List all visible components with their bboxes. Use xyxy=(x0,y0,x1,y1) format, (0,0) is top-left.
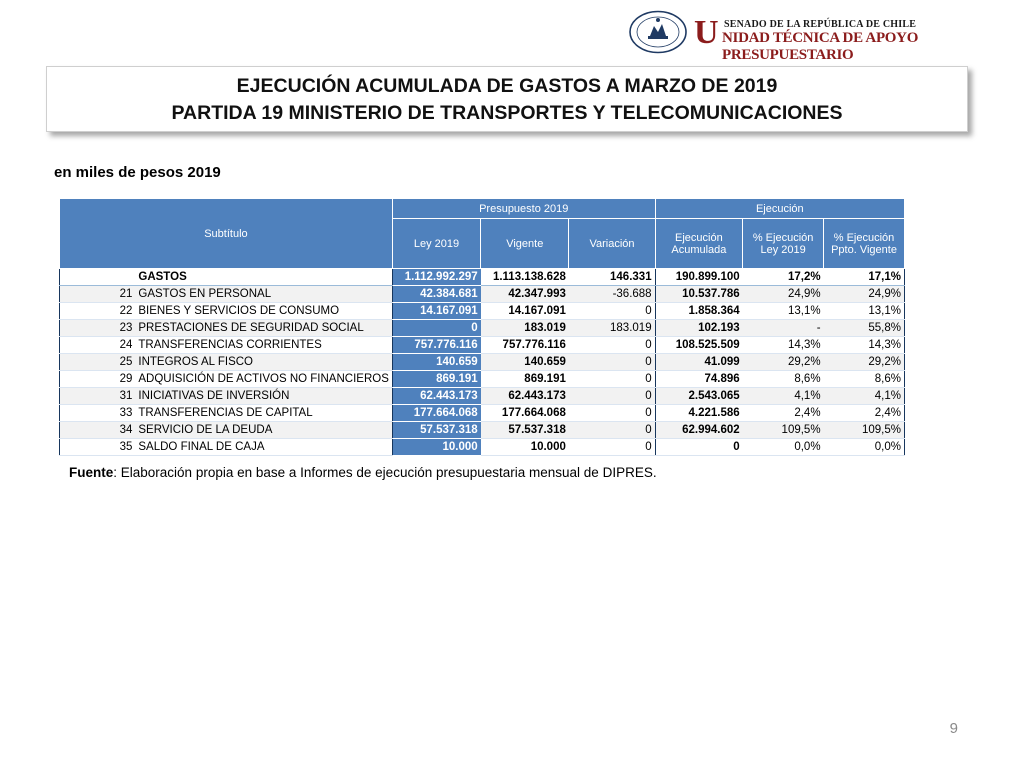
row-vigente: 62.443.173 xyxy=(481,388,569,405)
source-label: Fuente xyxy=(69,465,114,480)
row-name: INTEGROS AL FISCO xyxy=(135,354,392,371)
row-ejecucion: 74.896 xyxy=(655,371,743,388)
logo-bottom-line: NIDAD TÉCNICA DE APOYO PRESUPUESTARIO xyxy=(722,30,919,63)
row-ley: 140.659 xyxy=(392,354,480,371)
units-subtitle: en miles de pesos 2019 xyxy=(54,164,221,181)
row-variacion: 0 xyxy=(569,303,655,320)
table-row xyxy=(60,422,905,439)
row-name: TRANSFERENCIAS CORRIENTES xyxy=(135,337,392,354)
row-ley: 42.384.681 xyxy=(392,286,480,303)
row-pct-ley: 2,4% xyxy=(743,405,824,422)
row-ley: 10.000 xyxy=(392,439,480,456)
logo-top-line: SENADO DE LA REPÚBLICA DE CHILE xyxy=(724,19,917,30)
row-name: PRESTACIONES DE SEGURIDAD SOCIAL xyxy=(135,320,392,337)
row-code: 34 xyxy=(60,422,136,439)
row-pct-ley: 109,5% xyxy=(743,422,824,439)
row-ley: 57.537.318 xyxy=(392,422,480,439)
header-ejecucion: Ejecución xyxy=(655,199,904,219)
row-ejecucion: 4.221.586 xyxy=(655,405,743,422)
row-pct-vigente: 4,1% xyxy=(824,388,905,405)
row-pct-ley: 14,3% xyxy=(743,337,824,354)
header-variacion: Variación xyxy=(569,219,655,269)
row-ley: 177.664.068 xyxy=(392,405,480,422)
table-row xyxy=(60,439,905,456)
source-text: : Elaboración propia en base a Informes de ejecución presupuestaria mensual de DIPRES. xyxy=(113,465,657,480)
row-pct-vigente: 109,5% xyxy=(824,422,905,439)
header-ejecucion-acumulada: Ejecución Acumulada xyxy=(655,219,743,269)
table-row xyxy=(60,286,905,303)
row-code: 21 xyxy=(60,286,136,303)
row-pct-vigente: 24,9% xyxy=(824,286,905,303)
table-row xyxy=(60,405,905,422)
title-line-2: PARTIDA 19 MINISTERIO DE TRANSPORTES Y TELECOMUNICACIONES xyxy=(171,102,843,124)
row-code: 33 xyxy=(60,405,136,422)
row-pct-vigente: 29,2% xyxy=(824,354,905,371)
row-code xyxy=(60,269,136,286)
row-pct-vigente: 14,3% xyxy=(824,337,905,354)
row-name: GASTOS EN PERSONAL xyxy=(135,286,392,303)
row-pct-ley: 4,1% xyxy=(743,388,824,405)
row-ejecucion: 2.543.065 xyxy=(655,388,743,405)
row-ejecucion: 102.193 xyxy=(655,320,743,337)
row-pct-ley: 17,2% xyxy=(743,269,824,286)
row-ejecucion: 10.537.786 xyxy=(655,286,743,303)
header-pct-vigente: % Ejecución Ppto. Vigente xyxy=(824,219,905,269)
header-subtitulo: Subtítulo xyxy=(60,199,393,269)
row-vigente: 42.347.993 xyxy=(481,286,569,303)
title-line-1: EJECUCIÓN ACUMULADA DE GASTOS A MARZO DE 2019 xyxy=(236,75,778,97)
row-variacion: 0 xyxy=(569,354,655,371)
header-ley: Ley 2019 xyxy=(392,219,480,269)
row-ejecucion: 190.899.100 xyxy=(655,269,743,286)
row-code: 35 xyxy=(60,439,136,456)
row-pct-ley: 13,1% xyxy=(743,303,824,320)
row-variacion: 0 xyxy=(569,439,655,456)
row-name: TRANSFERENCIAS DE CAPITAL xyxy=(135,405,392,422)
row-pct-ley: - xyxy=(743,320,824,337)
header-presupuesto: Presupuesto 2019 xyxy=(392,199,655,219)
row-ejecucion: 108.525.509 xyxy=(655,337,743,354)
row-variacion: -36.688 xyxy=(569,286,655,303)
source-note xyxy=(69,465,657,480)
row-variacion: 146.331 xyxy=(569,269,655,286)
row-ley: 869.191 xyxy=(392,371,480,388)
table-row xyxy=(60,354,905,371)
header-pct-ley: % Ejecución Ley 2019 xyxy=(743,219,824,269)
budget-table xyxy=(59,198,905,456)
row-pct-vigente: 8,6% xyxy=(824,371,905,388)
row-vigente: 57.537.318 xyxy=(481,422,569,439)
row-vigente: 183.019 xyxy=(481,320,569,337)
row-pct-vigente: 0,0% xyxy=(824,439,905,456)
row-variacion: 0 xyxy=(569,371,655,388)
row-variacion: 0 xyxy=(569,405,655,422)
logo-big-letter: U xyxy=(694,14,719,51)
row-ley: 0 xyxy=(392,320,480,337)
row-code: 24 xyxy=(60,337,136,354)
row-vigente: 10.000 xyxy=(481,439,569,456)
row-pct-ley: 8,6% xyxy=(743,371,824,388)
row-pct-ley: 29,2% xyxy=(743,354,824,371)
page-number: 9 xyxy=(949,720,958,737)
row-name: GASTOS xyxy=(135,269,392,286)
row-name: SERVICIO DE LA DEUDA xyxy=(135,422,392,439)
row-ley: 62.443.173 xyxy=(392,388,480,405)
row-name: ADQUISICIÓN DE ACTIVOS NO FINANCIEROS xyxy=(135,371,392,388)
row-name: SALDO FINAL DE CAJA xyxy=(135,439,392,456)
row-code: 31 xyxy=(60,388,136,405)
row-ley: 757.776.116 xyxy=(392,337,480,354)
row-pct-ley: 24,9% xyxy=(743,286,824,303)
row-ejecucion: 62.994.602 xyxy=(655,422,743,439)
table-row xyxy=(60,371,905,388)
row-vigente: 14.167.091 xyxy=(481,303,569,320)
senado-seal-icon xyxy=(628,10,688,54)
row-ley: 1.112.992.297 xyxy=(392,269,480,286)
row-ejecucion: 41.099 xyxy=(655,354,743,371)
row-name: BIENES Y SERVICIOS DE CONSUMO xyxy=(135,303,392,320)
table-row xyxy=(60,337,905,354)
senado-logo xyxy=(628,10,1018,63)
table-row xyxy=(60,303,905,320)
row-code: 23 xyxy=(60,320,136,337)
row-pct-ley: 0,0% xyxy=(743,439,824,456)
header-vigente: Vigente xyxy=(481,219,569,269)
row-name: INICIATIVAS DE INVERSIÓN xyxy=(135,388,392,405)
row-code: 22 xyxy=(60,303,136,320)
row-vigente: 140.659 xyxy=(481,354,569,371)
row-variacion: 0 xyxy=(569,337,655,354)
row-ejecucion: 1.858.364 xyxy=(655,303,743,320)
title-box xyxy=(46,66,968,132)
row-ejecucion: 0 xyxy=(655,439,743,456)
table-row xyxy=(60,388,905,405)
row-variacion: 183.019 xyxy=(569,320,655,337)
row-vigente: 757.776.116 xyxy=(481,337,569,354)
row-pct-vigente: 13,1% xyxy=(824,303,905,320)
row-vigente: 1.113.138.628 xyxy=(481,269,569,286)
row-pct-vigente: 55,8% xyxy=(824,320,905,337)
row-ley: 14.167.091 xyxy=(392,303,480,320)
row-code: 25 xyxy=(60,354,136,371)
row-vigente: 177.664.068 xyxy=(481,405,569,422)
table-row xyxy=(60,269,905,286)
row-variacion: 0 xyxy=(569,422,655,439)
row-variacion: 0 xyxy=(569,388,655,405)
row-vigente: 869.191 xyxy=(481,371,569,388)
row-code: 29 xyxy=(60,371,136,388)
row-pct-vigente: 17,1% xyxy=(824,269,905,286)
table-row xyxy=(60,320,905,337)
row-pct-vigente: 2,4% xyxy=(824,405,905,422)
